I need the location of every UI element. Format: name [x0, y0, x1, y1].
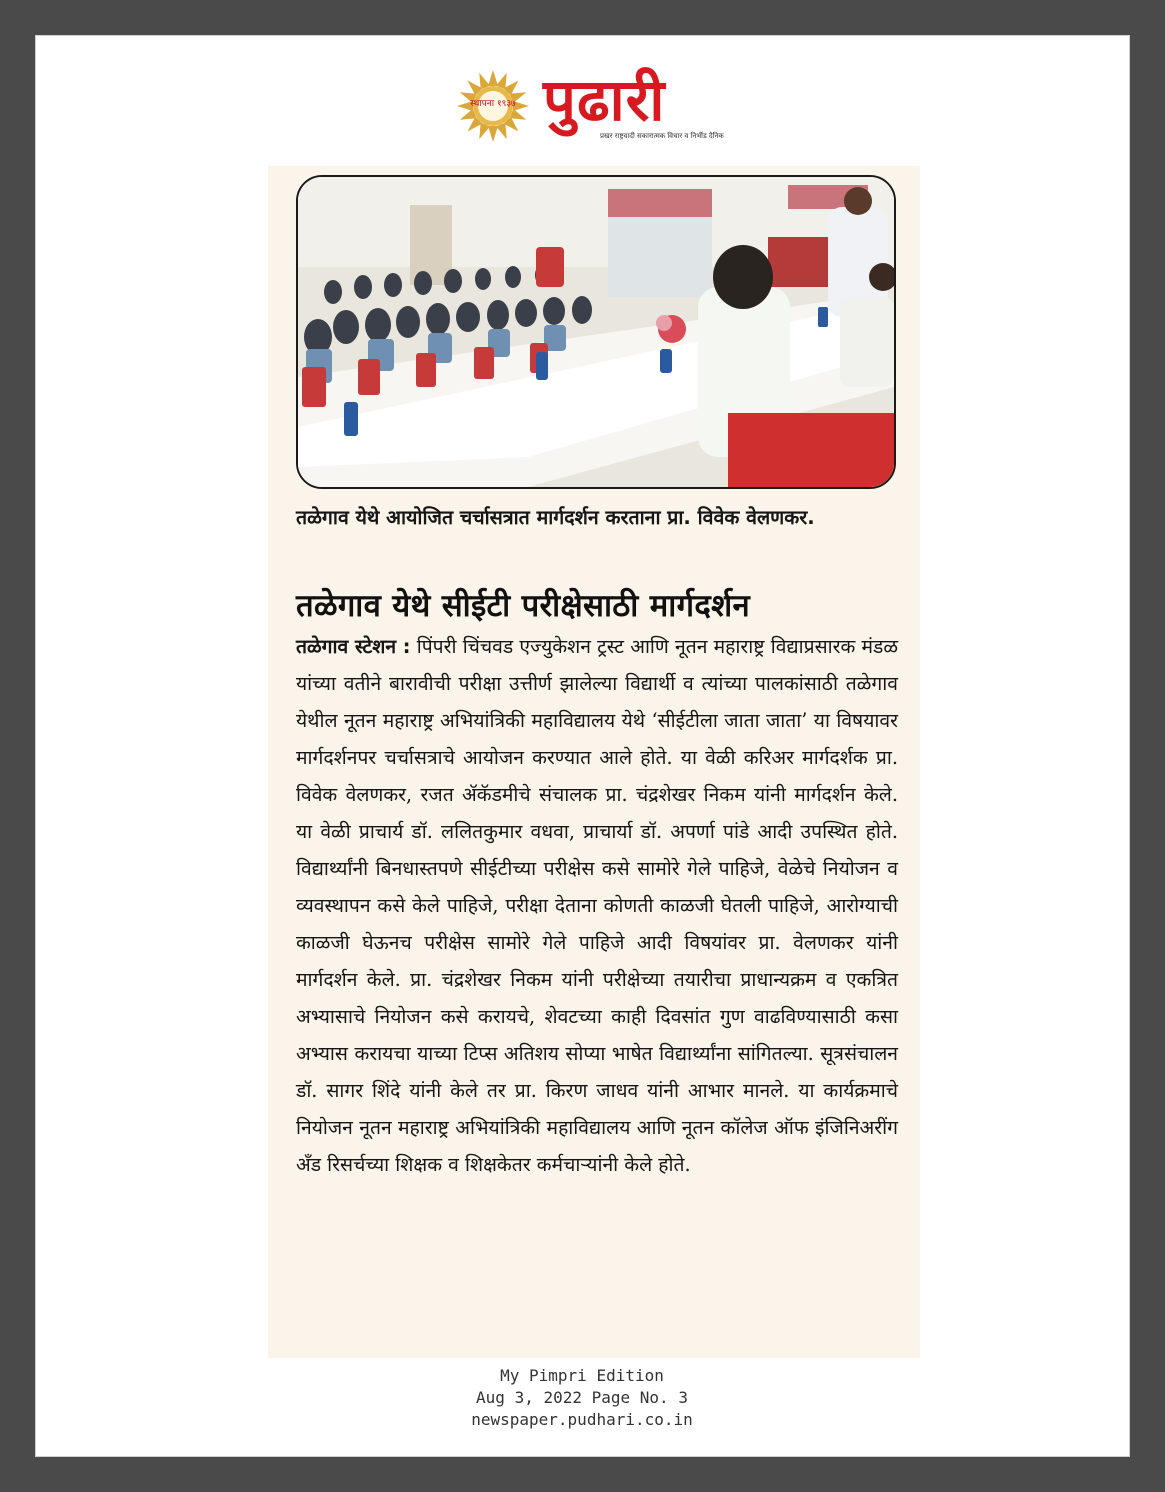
edition-site: newspaper.pudhari.co.in	[471, 1410, 693, 1429]
masthead	[455, 68, 725, 148]
article-body-text: पिंपरी चिंचवड एज्युकेशन ट्रस्ट आणि नूतन महाराष्ट्र विद्याप्रसारक मंडळ यांच्या वतीने बारावीची परीक्षा उत्तीर्ण झालेल्या विद्यार्थी व त्यांच्या पालकांसाठी तळेगाव येथील नूतन महाराष्ट्र अभियांत्रिकी महाविद्यालय येथे ‘सीईटीला जाता जाता’ या विषयावर मार्गदर्शनपर चर्चासत्राचे आयोजन करण्यात आले होते. या वेळी करिअर मार्गदर्शक प्रा. विवेक वेलणकर, रजत ॲकॅडमीचे संचालक प्रा. चंद्रशेखर निकम यांनी मार्गदर्शन केले. या वेळी प्राचार्य डॉ. ललितकुमार वधवा, प्राचार्या डॉ. अपर्णा पांडे आदी उपस्थित होते. विद्यार्थ्यांनी बिनधास्तपणे सीईटीच्या परीक्षेस कसे सामोरे गेले पाहिजे, वेळेचे नियोजन व व्यवस्थापन कसे केले पाहिजे, परीक्षा देताना कोणती काळजी घेतली पाहिजे, आरोग्याची काळजी घेऊनच परीक्षेस सामोरे गेले पाहिजे आदी विषयांवर प्रा. वेलणकर यांनी मार्गदर्शन केले. प्रा. चंद्रशेखर निकम यांनी परीक्षेच्या तयारीचा प्राधान्यक्रम व एकत्रित अभ्यासाचे नियोजन कसे करायचे, शेवटच्या काही दिवसांत गुण वाढविण्यासाठी कसा अभ्यास करायचा याच्या टिप्स अतिशय सोप्या भाषेत विद्यार्थ्यांना सांगितल्या. सूत्रसंचालन डॉ. सागर शिंदे यांनी केले तर प्रा. किरण जाधव यांनी आभार मानले. या कार्यक्रमाचे नियोजन नूतन महाराष्ट्र अभियांत्रिकी महाविद्यालय आणि नूतन कॉलेज ऑफ इंजिनिअरींग अँड रिसर्चच्या शिक्षक व शिक्षकेतर कर्मचाऱ्यांनी केले होते.	[296, 635, 898, 1176]
emblem-text: स्थापना १९३७	[470, 99, 516, 109]
article-headline: तळेगाव येथे सीईटी परीक्षेसाठी मार्गदर्शन	[296, 588, 750, 624]
newspaper-logo: पुढारी	[543, 66, 666, 134]
photo-caption: तळेगाव येथे आयोजित चर्चासत्रात मार्गदर्शन करताना प्रा. विवेक वेलणकर.	[296, 506, 815, 529]
article-body	[296, 628, 898, 1183]
logo-tagline: प्रखर राष्ट्रवादी सकारात्मक विचार व निर्भीड दैनिक	[600, 132, 724, 140]
article-dateline: तळेगाव स्टेशन :	[296, 635, 411, 658]
edition-footer	[382, 1365, 782, 1431]
news-clipping	[268, 166, 920, 1358]
edition-date-page: Aug 3, 2022 Page No. 3	[476, 1388, 688, 1407]
edition-name: My Pimpri Edition	[500, 1366, 664, 1385]
sun-emblem-icon	[455, 68, 531, 144]
event-photo	[296, 175, 896, 489]
